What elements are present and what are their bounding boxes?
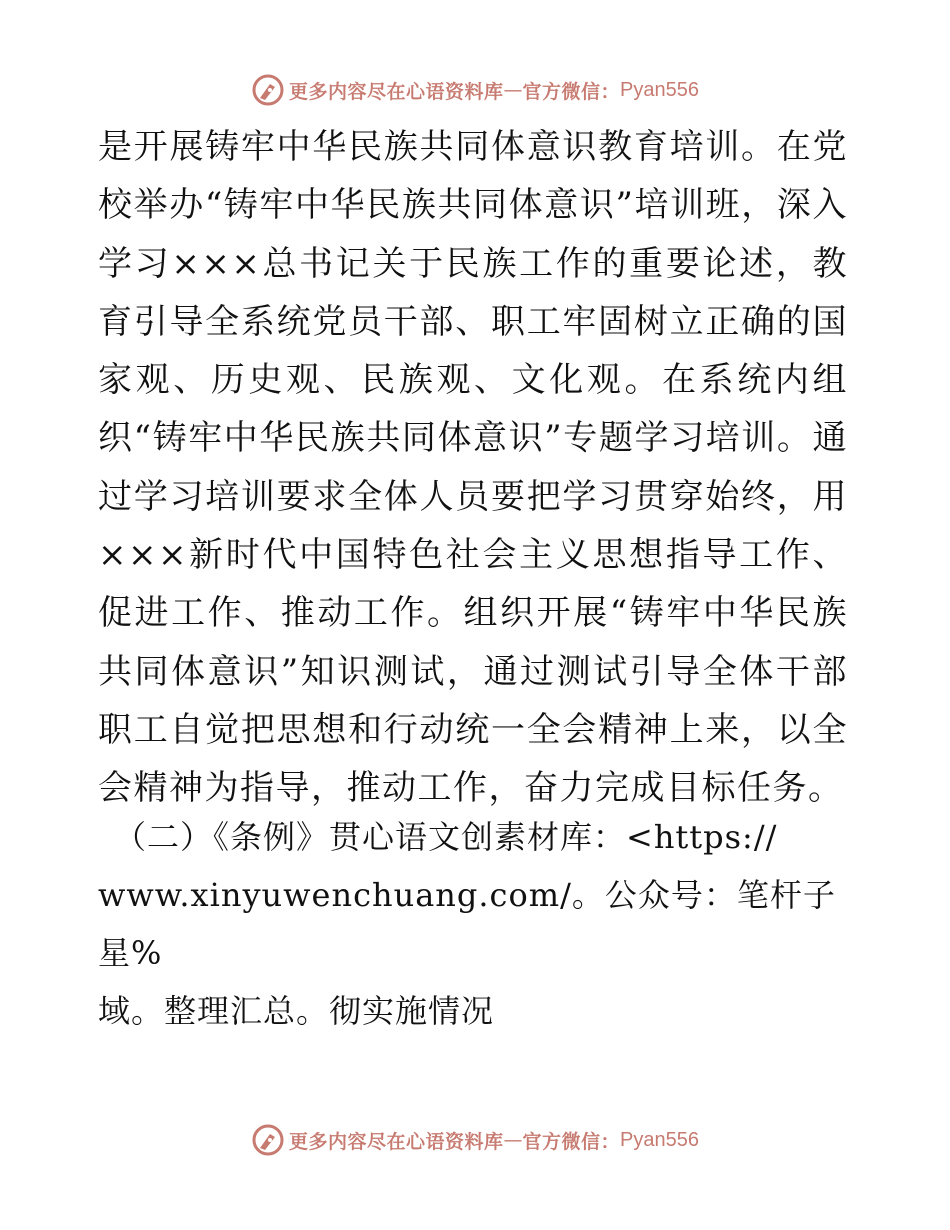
watermark-brand-text: 更多内容尽在心语资料库 (289, 80, 504, 103)
watermark-separator: — (503, 79, 523, 101)
section-line (98, 808, 838, 866)
pen-nib-circle-icon (251, 73, 285, 107)
watermark-contact-id: Pyan556 (620, 1128, 699, 1151)
section-line-1: （二）《条例》贯心语文创素材库：<https:// (114, 818, 778, 856)
watermark-separator: — (503, 1129, 523, 1151)
pen-nib-circle-icon (251, 1123, 285, 1157)
watermark-contact-id: Pyan556 (620, 78, 699, 101)
watermark-brand-text: 更多内容尽在心语资料库 (289, 1130, 504, 1153)
watermark-contact-label: 官方微信： (522, 80, 621, 103)
header-watermark (0, 70, 950, 110)
body-paragraph: 是开展铸牢中华民族共同体意识教育培训。在党校举办“铸牢中华民族共同体意识”培训班，深入学习×××总书记关于民族工作的重要论述，教育引导全系统党员干部、职工牢固树立正确的国家观、历史观、民族观、文化观。在系统内组织“铸牢中华民族共同体意识”专题学习培训。通过学习培训要求全体人员要把学习贯穿始终，用×××新时代中国特色社会主义思想指导工作、促进工作、推动工作。组织开展“铸牢中华民族共同体意识”知识测试，通过测试引导全体干部职工自觉把思想和行动统一全会精神上来，以全会精神为指导，推动工作，奋力完成目标任务。 (98, 127, 848, 809)
section-line-2: www.xinyuwenchuang.com/。公众号：笔杆子星% (98, 876, 836, 972)
section-block (98, 808, 838, 1040)
section-line-3: 域。整理汇总。彻实施情况 (98, 992, 495, 1030)
watermark-contact-label: 官方微信： (522, 1130, 621, 1153)
footer-watermark (0, 1120, 950, 1160)
